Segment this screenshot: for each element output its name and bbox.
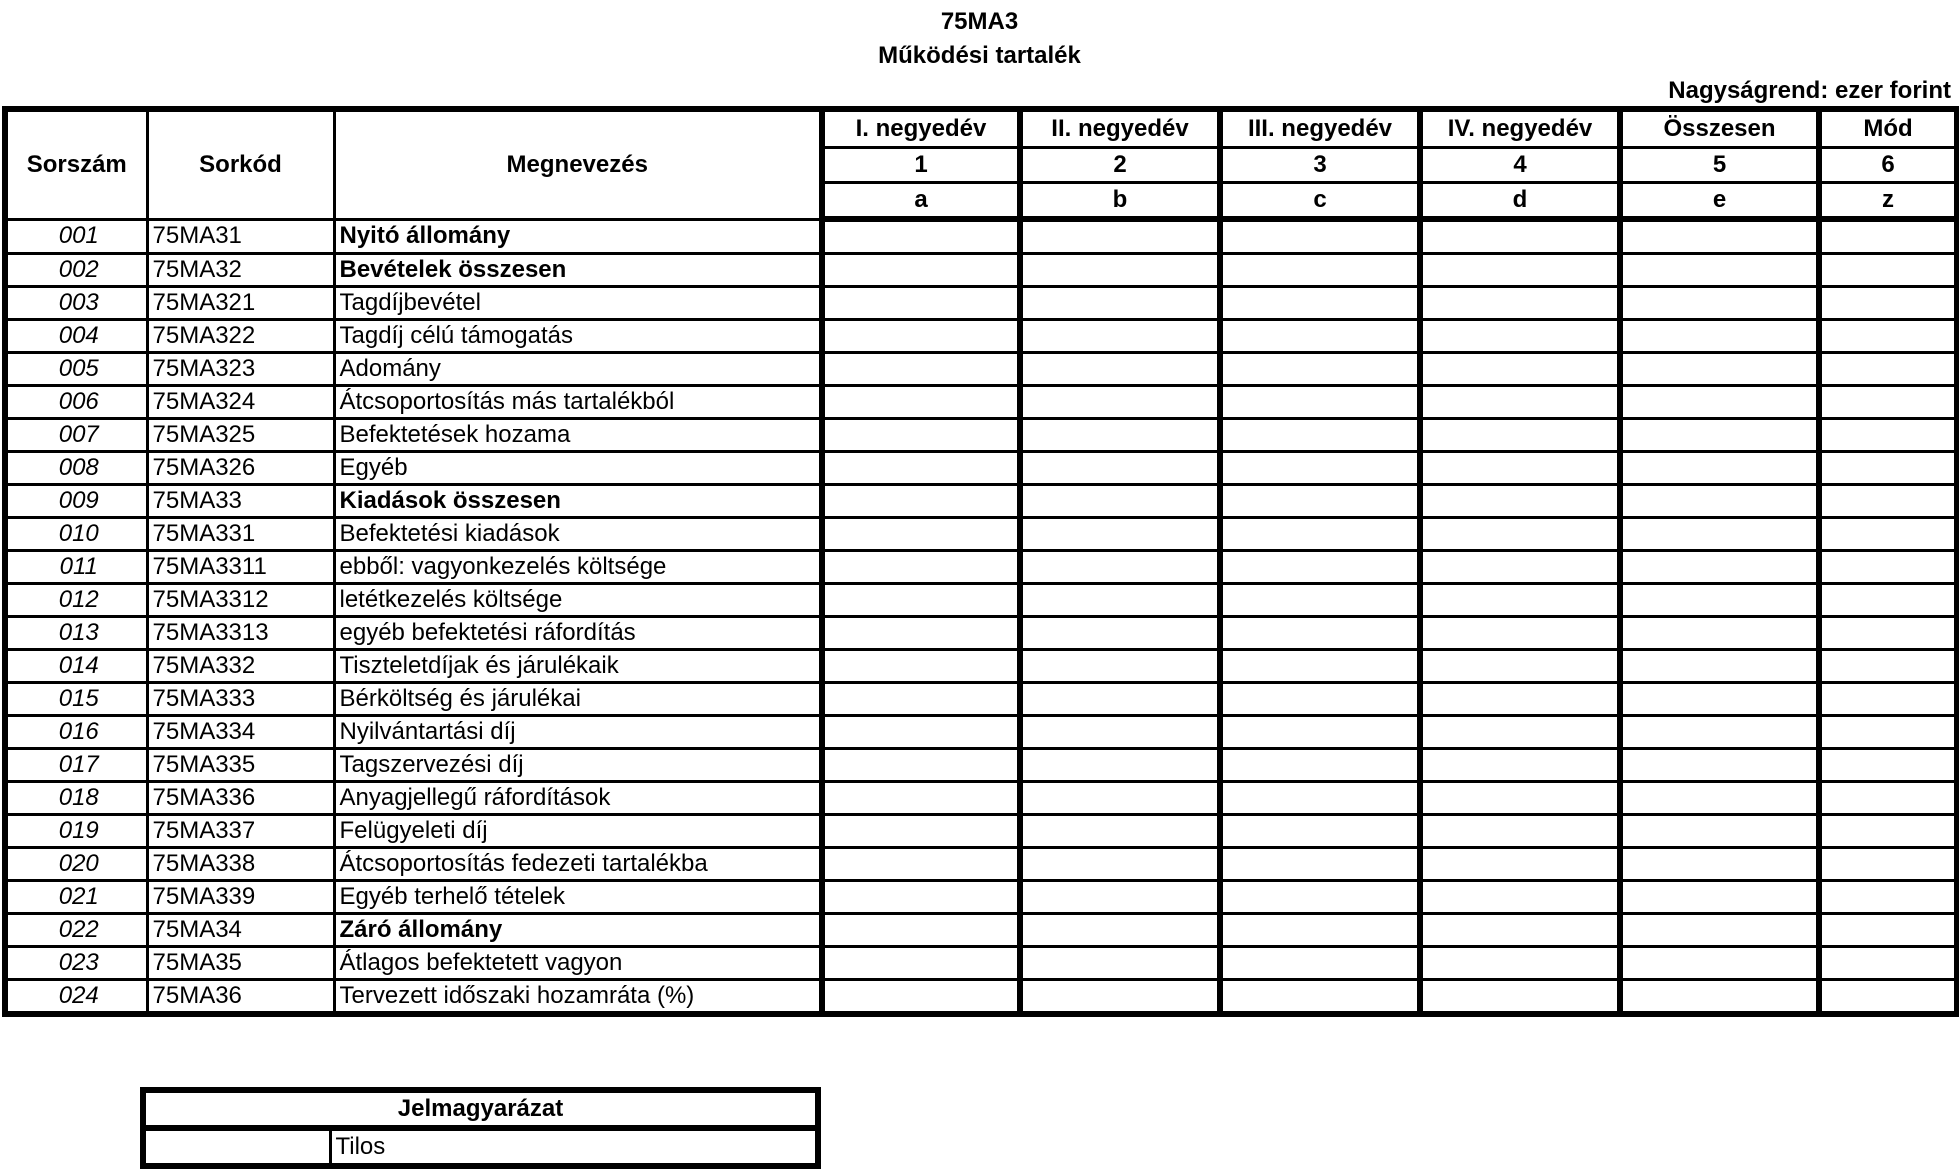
value-cell-a[interactable] <box>822 452 1020 485</box>
table-row <box>5 485 1957 518</box>
value-cell-c[interactable] <box>1220 650 1420 683</box>
header-col-label: Összesen <box>1620 109 1819 148</box>
row-number: 016 <box>5 716 147 749</box>
value-cell-c[interactable] <box>1220 584 1420 617</box>
value-cell-b[interactable] <box>1020 848 1220 881</box>
row-name: Anyagjellegű ráfordítások <box>334 782 822 815</box>
row-code: 75MA31 <box>147 219 334 254</box>
row-name: Kiadások összesen <box>334 485 822 518</box>
value-cell-e[interactable] <box>1620 287 1819 320</box>
value-cell-e[interactable] <box>1620 782 1819 815</box>
row-code: 75MA33 <box>147 485 334 518</box>
value-cell-e[interactable] <box>1620 980 1819 1015</box>
value-cell-a[interactable] <box>822 947 1020 980</box>
value-cell-c[interactable] <box>1220 386 1420 419</box>
row-code: 75MA339 <box>147 881 334 914</box>
value-cell-z[interactable] <box>1819 485 1957 518</box>
value-cell-z[interactable] <box>1819 617 1957 650</box>
value-cell-d[interactable] <box>1420 320 1620 353</box>
value-cell-b[interactable] <box>1020 219 1220 254</box>
form-subtitle: Működési tartalék <box>878 42 1081 69</box>
legend-label: Tilos <box>330 1128 818 1166</box>
row-number: 024 <box>5 980 147 1015</box>
value-cell-e[interactable] <box>1620 749 1819 782</box>
header-col-number: 6 <box>1819 148 1957 183</box>
row-name: Tagszervezési díj <box>334 749 822 782</box>
value-cell-a[interactable] <box>822 518 1020 551</box>
value-cell-d[interactable] <box>1420 419 1620 452</box>
row-number: 001 <box>5 219 147 254</box>
value-cell-c[interactable] <box>1220 947 1420 980</box>
value-cell-b[interactable] <box>1020 287 1220 320</box>
row-code: 75MA338 <box>147 848 334 881</box>
value-cell-c[interactable] <box>1220 749 1420 782</box>
header-sorszam: Sorszám <box>5 109 147 219</box>
value-cell-d[interactable] <box>1420 947 1620 980</box>
value-cell-d[interactable] <box>1420 980 1620 1015</box>
value-cell-a[interactable] <box>822 683 1020 716</box>
row-number: 018 <box>5 782 147 815</box>
row-number: 005 <box>5 353 147 386</box>
value-cell-e[interactable] <box>1620 551 1819 584</box>
value-cell-d[interactable] <box>1420 848 1620 881</box>
row-name: Tagdíj célú támogatás <box>334 320 822 353</box>
header-col-number: 4 <box>1420 148 1620 183</box>
value-cell-b[interactable] <box>1020 551 1220 584</box>
table-row <box>5 419 1957 452</box>
value-cell-d[interactable] <box>1420 485 1620 518</box>
value-cell-e[interactable] <box>1620 584 1819 617</box>
row-number: 007 <box>5 419 147 452</box>
value-cell-b[interactable] <box>1020 980 1220 1015</box>
value-cell-b[interactable] <box>1020 914 1220 947</box>
value-cell-e[interactable] <box>1620 419 1819 452</box>
header-col-number: 2 <box>1020 148 1220 183</box>
value-cell-z[interactable] <box>1819 914 1957 947</box>
row-code: 75MA331 <box>147 518 334 551</box>
value-cell-a[interactable] <box>822 419 1020 452</box>
value-cell-e[interactable] <box>1620 617 1819 650</box>
row-name: Befektetési kiadások <box>334 518 822 551</box>
value-cell-b[interactable] <box>1020 419 1220 452</box>
value-cell-d[interactable] <box>1420 617 1620 650</box>
value-cell-a[interactable] <box>822 320 1020 353</box>
row-number: 019 <box>5 815 147 848</box>
value-cell-d[interactable] <box>1420 386 1620 419</box>
value-cell-e[interactable] <box>1620 914 1819 947</box>
value-cell-e[interactable] <box>1620 485 1819 518</box>
value-cell-d[interactable] <box>1420 452 1620 485</box>
row-name: Felügyeleti díj <box>334 815 822 848</box>
table-body <box>5 219 1957 1014</box>
value-cell-d[interactable] <box>1420 584 1620 617</box>
value-cell-z[interactable] <box>1819 254 1957 287</box>
header-col-number: 1 <box>822 148 1020 183</box>
value-cell-z[interactable] <box>1819 881 1957 914</box>
header-col-number: 3 <box>1220 148 1420 183</box>
value-cell-b[interactable] <box>1020 650 1220 683</box>
table-row <box>5 353 1957 386</box>
row-code: 75MA337 <box>147 815 334 848</box>
row-name: letétkezelés költsége <box>334 584 822 617</box>
value-cell-c[interactable] <box>1220 254 1420 287</box>
value-cell-c[interactable] <box>1220 848 1420 881</box>
value-cell-c[interactable] <box>1220 219 1420 254</box>
table-row <box>5 782 1957 815</box>
value-cell-a[interactable] <box>822 848 1020 881</box>
row-name: Átlagos befektetett vagyon <box>334 947 822 980</box>
table-row <box>5 518 1957 551</box>
value-cell-e[interactable] <box>1620 683 1819 716</box>
value-cell-z[interactable] <box>1819 980 1957 1015</box>
value-cell-a[interactable] <box>822 386 1020 419</box>
row-number: 014 <box>5 650 147 683</box>
value-cell-d[interactable] <box>1420 716 1620 749</box>
row-code: 75MA333 <box>147 683 334 716</box>
value-cell-a[interactable] <box>822 881 1020 914</box>
row-number: 004 <box>5 320 147 353</box>
header-col-label: I. negyedév <box>822 109 1020 148</box>
value-cell-a[interactable] <box>822 287 1020 320</box>
row-code: 75MA36 <box>147 980 334 1015</box>
form-code-title: 75MA3 <box>940 8 1019 35</box>
value-cell-c[interactable] <box>1220 617 1420 650</box>
value-cell-z[interactable] <box>1819 848 1957 881</box>
value-cell-e[interactable] <box>1620 650 1819 683</box>
value-cell-a[interactable] <box>822 815 1020 848</box>
value-cell-b[interactable] <box>1020 386 1220 419</box>
table-row <box>5 947 1957 980</box>
value-cell-d[interactable] <box>1420 287 1620 320</box>
table-row <box>5 815 1957 848</box>
value-cell-z[interactable] <box>1819 518 1957 551</box>
value-cell-e[interactable] <box>1620 518 1819 551</box>
value-cell-z[interactable] <box>1819 584 1957 617</box>
value-cell-e[interactable] <box>1620 452 1819 485</box>
value-cell-c[interactable] <box>1220 683 1420 716</box>
table-row <box>5 551 1957 584</box>
value-cell-a[interactable] <box>822 914 1020 947</box>
value-cell-c[interactable] <box>1220 980 1420 1015</box>
data-table <box>2 106 1959 1017</box>
row-number: 015 <box>5 683 147 716</box>
legend-swatch <box>143 1128 330 1166</box>
value-cell-b[interactable] <box>1020 749 1220 782</box>
row-name: Nyitó állomány <box>334 219 822 254</box>
value-cell-z[interactable] <box>1819 650 1957 683</box>
value-cell-b[interactable] <box>1020 815 1220 848</box>
value-cell-d[interactable] <box>1420 782 1620 815</box>
row-number: 023 <box>5 947 147 980</box>
row-name: Nyilvántartási díj <box>334 716 822 749</box>
row-name: Záró állomány <box>334 914 822 947</box>
value-cell-a[interactable] <box>822 353 1020 386</box>
header-col-letter: z <box>1819 183 1957 220</box>
value-cell-z[interactable] <box>1819 419 1957 452</box>
legend-row <box>143 1128 818 1166</box>
row-code: 75MA32 <box>147 254 334 287</box>
row-code: 75MA34 <box>147 914 334 947</box>
value-cell-d[interactable] <box>1420 683 1620 716</box>
value-cell-a[interactable] <box>822 716 1020 749</box>
table-row <box>5 881 1957 914</box>
value-cell-b[interactable] <box>1020 683 1220 716</box>
value-cell-d[interactable] <box>1420 353 1620 386</box>
row-number: 008 <box>5 452 147 485</box>
value-cell-b[interactable] <box>1020 881 1220 914</box>
header-col-letter: c <box>1220 183 1420 220</box>
value-cell-b[interactable] <box>1020 320 1220 353</box>
row-number: 011 <box>5 551 147 584</box>
header-col-letter: d <box>1420 183 1620 220</box>
value-cell-a[interactable] <box>822 551 1020 584</box>
value-cell-c[interactable] <box>1220 452 1420 485</box>
row-code: 75MA326 <box>147 452 334 485</box>
row-name: Tervezett időszaki hozamráta (%) <box>334 980 822 1015</box>
row-number: 010 <box>5 518 147 551</box>
value-cell-c[interactable] <box>1220 419 1420 452</box>
header-col-label: II. negyedév <box>1020 109 1220 148</box>
value-cell-c[interactable] <box>1220 485 1420 518</box>
header-row-labels <box>5 109 1957 148</box>
value-cell-e[interactable] <box>1620 848 1819 881</box>
value-cell-z[interactable] <box>1819 452 1957 485</box>
legend-title: Jelmagyarázat <box>143 1090 818 1128</box>
table-row <box>5 848 1957 881</box>
value-cell-b[interactable] <box>1020 254 1220 287</box>
legend-table <box>140 1087 821 1169</box>
row-number: 017 <box>5 749 147 782</box>
value-cell-e[interactable] <box>1620 947 1819 980</box>
row-name: Egyéb terhelő tételek <box>334 881 822 914</box>
value-cell-c[interactable] <box>1220 782 1420 815</box>
value-cell-b[interactable] <box>1020 782 1220 815</box>
row-code: 75MA325 <box>147 419 334 452</box>
value-cell-a[interactable] <box>822 749 1020 782</box>
value-cell-z[interactable] <box>1819 551 1957 584</box>
row-code: 75MA335 <box>147 749 334 782</box>
table-row <box>5 683 1957 716</box>
row-code: 75MA323 <box>147 353 334 386</box>
unit-note: Nagyságrend: ezer forint <box>1668 77 1951 104</box>
value-cell-d[interactable] <box>1420 518 1620 551</box>
table-row <box>5 650 1957 683</box>
row-code: 75MA334 <box>147 716 334 749</box>
row-name: Bevételek összesen <box>334 254 822 287</box>
value-cell-a[interactable] <box>822 980 1020 1015</box>
table-row <box>5 980 1957 1015</box>
value-cell-a[interactable] <box>822 254 1020 287</box>
table-row <box>5 386 1957 419</box>
table-row <box>5 287 1957 320</box>
value-cell-z[interactable] <box>1819 815 1957 848</box>
row-name: Tiszteletdíjak és járulékaik <box>334 650 822 683</box>
value-cell-c[interactable] <box>1220 518 1420 551</box>
value-cell-z[interactable] <box>1819 353 1957 386</box>
row-name: egyéb befektetési ráfordítás <box>334 617 822 650</box>
value-cell-d[interactable] <box>1420 815 1620 848</box>
row-name: Tagdíjbevétel <box>334 287 822 320</box>
table-row <box>5 617 1957 650</box>
value-cell-b[interactable] <box>1020 353 1220 386</box>
value-cell-c[interactable] <box>1220 551 1420 584</box>
row-name: Átcsoportosítás fedezeti tartalékba <box>334 848 822 881</box>
value-cell-b[interactable] <box>1020 584 1220 617</box>
value-cell-z[interactable] <box>1819 749 1957 782</box>
value-cell-z[interactable] <box>1819 947 1957 980</box>
row-name: ebből: vagyonkezelés költsége <box>334 551 822 584</box>
value-cell-c[interactable] <box>1220 815 1420 848</box>
row-code: 75MA3313 <box>147 617 334 650</box>
value-cell-z[interactable] <box>1819 287 1957 320</box>
table-row <box>5 749 1957 782</box>
value-cell-b[interactable] <box>1020 452 1220 485</box>
value-cell-a[interactable] <box>822 584 1020 617</box>
row-number: 013 <box>5 617 147 650</box>
value-cell-c[interactable] <box>1220 881 1420 914</box>
row-number: 021 <box>5 881 147 914</box>
table-row <box>5 584 1957 617</box>
row-name: Egyéb <box>334 452 822 485</box>
value-cell-d[interactable] <box>1420 881 1620 914</box>
row-number: 006 <box>5 386 147 419</box>
value-cell-b[interactable] <box>1020 617 1220 650</box>
value-cell-e[interactable] <box>1620 386 1819 419</box>
header-col-letter: a <box>822 183 1020 220</box>
value-cell-a[interactable] <box>822 650 1020 683</box>
row-code: 75MA3312 <box>147 584 334 617</box>
row-name: Befektetések hozama <box>334 419 822 452</box>
row-code: 75MA324 <box>147 386 334 419</box>
value-cell-e[interactable] <box>1620 320 1819 353</box>
value-cell-e[interactable] <box>1620 254 1819 287</box>
value-cell-a[interactable] <box>822 617 1020 650</box>
value-cell-a[interactable] <box>822 485 1020 518</box>
row-code: 75MA321 <box>147 287 334 320</box>
value-cell-e[interactable] <box>1620 353 1819 386</box>
row-number: 020 <box>5 848 147 881</box>
value-cell-e[interactable] <box>1620 881 1819 914</box>
value-cell-z[interactable] <box>1819 320 1957 353</box>
table-row <box>5 452 1957 485</box>
value-cell-b[interactable] <box>1020 485 1220 518</box>
value-cell-b[interactable] <box>1020 947 1220 980</box>
row-code: 75MA3311 <box>147 551 334 584</box>
table-row <box>5 254 1957 287</box>
header-col-label: Mód <box>1819 109 1957 148</box>
row-number: 022 <box>5 914 147 947</box>
table-row <box>5 219 1957 254</box>
value-cell-d[interactable] <box>1420 914 1620 947</box>
header-col-number: 5 <box>1620 148 1819 183</box>
value-cell-b[interactable] <box>1020 518 1220 551</box>
value-cell-c[interactable] <box>1220 320 1420 353</box>
value-cell-z[interactable] <box>1819 716 1957 749</box>
value-cell-z[interactable] <box>1819 683 1957 716</box>
row-name: Bérköltség és járulékai <box>334 683 822 716</box>
table-row <box>5 914 1957 947</box>
table-row <box>5 716 1957 749</box>
value-cell-d[interactable] <box>1420 650 1620 683</box>
header-col-label: IV. negyedév <box>1420 109 1620 148</box>
value-cell-z[interactable] <box>1819 219 1957 254</box>
row-number: 003 <box>5 287 147 320</box>
value-cell-c[interactable] <box>1220 914 1420 947</box>
value-cell-b[interactable] <box>1020 716 1220 749</box>
row-number: 009 <box>5 485 147 518</box>
value-cell-a[interactable] <box>822 782 1020 815</box>
value-cell-c[interactable] <box>1220 287 1420 320</box>
value-cell-d[interactable] <box>1420 254 1620 287</box>
value-cell-z[interactable] <box>1819 782 1957 815</box>
value-cell-e[interactable] <box>1620 716 1819 749</box>
header-col-letter: b <box>1020 183 1220 220</box>
row-name: Adomány <box>334 353 822 386</box>
value-cell-a[interactable] <box>822 219 1020 254</box>
row-number: 012 <box>5 584 147 617</box>
table-row <box>5 320 1957 353</box>
row-number: 002 <box>5 254 147 287</box>
value-cell-e[interactable] <box>1620 815 1819 848</box>
value-cell-c[interactable] <box>1220 716 1420 749</box>
header-col-letter: e <box>1620 183 1819 220</box>
value-cell-z[interactable] <box>1819 386 1957 419</box>
row-code: 75MA35 <box>147 947 334 980</box>
value-cell-d[interactable] <box>1420 551 1620 584</box>
value-cell-d[interactable] <box>1420 219 1620 254</box>
row-code: 75MA336 <box>147 782 334 815</box>
row-code: 75MA332 <box>147 650 334 683</box>
header-megnevezes: Megnevezés <box>334 109 822 219</box>
row-name: Átcsoportosítás más tartalékból <box>334 386 822 419</box>
header-sorkod: Sorkód <box>147 109 334 219</box>
value-cell-c[interactable] <box>1220 353 1420 386</box>
value-cell-d[interactable] <box>1420 749 1620 782</box>
value-cell-e[interactable] <box>1620 219 1819 254</box>
row-code: 75MA322 <box>147 320 334 353</box>
header-col-label: III. negyedév <box>1220 109 1420 148</box>
